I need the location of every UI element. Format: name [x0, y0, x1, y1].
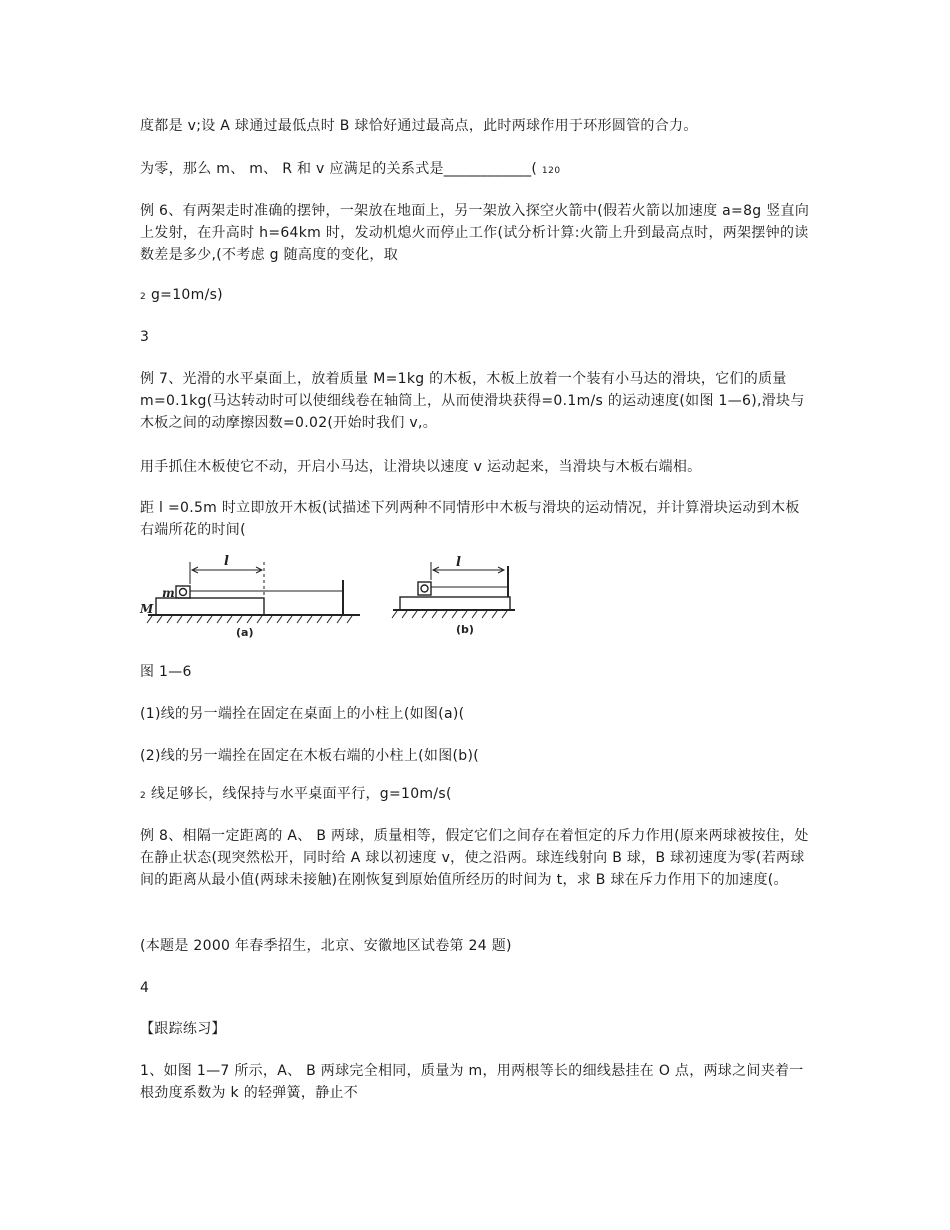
line2-text: 为零，那么 m、 m、 R 和 v 应满足的关系式是____________( — [140, 161, 538, 177]
page-number-4: 4 — [140, 980, 150, 996]
g-superscript: 2 — [140, 292, 147, 302]
label-b: (b) — [456, 623, 474, 636]
example-7: 例 7、光滑的水平桌面上，放着质量 M=1kg 的木板，木板上放着一个装有小马达的滑块，它们的质量 m=0.1kg(马达转动时可以使细线卷在轴筒上，从而使滑块获得=0.1m/s 的运动速度(如图 1—6),滑块与木板之间的动摩擦因数=0.02(开始时我们 v,。 — [140, 371, 805, 431]
page-number-3: 3 — [140, 329, 150, 345]
board-a — [156, 598, 264, 615]
cond3-text: 线足够长，线保持与水平桌面平行，g=10m/s( — [151, 786, 452, 802]
condition-1: (1)线的另一端拴在固定在桌面上的小柱上(如图(a)( — [140, 706, 465, 722]
example-7-p2: 用手抓住木板使它不动，开启小马达，让滑块以速度 v 运动起来，当滑块与木板右端相。 — [140, 459, 702, 475]
label-l-a: l — [224, 554, 229, 569]
example-8: 例 8、相隔一定距离的 A、 B 两球，质量相等，假定它们之间存在着恒定的斥力作用(原来两球被按住，处在静止状态(现突然松开，同时给 A 球以初速度 v，使之沿两。球连线射向 B 球，B 球初速度为零(若两球间的距离从最小值(两球未接触)在刚恢复到原始值所经历的时间为 t，求 B 球在斥力作用下的加速度(。 — [140, 828, 809, 888]
condition-2: (2)线的另一端拴在固定在木板右端的小柱上(如图(b)( — [140, 748, 479, 764]
label-M: M — [140, 602, 154, 616]
label-a: (a) — [236, 626, 254, 639]
line2-note: 120 — [541, 166, 561, 176]
figure-drawing — [138, 550, 518, 644]
figure-b — [392, 562, 515, 618]
slider-a — [176, 586, 190, 598]
g-value: g=10m/s) — [151, 287, 223, 303]
paragraph-line2 — [140, 158, 812, 182]
example-6: 例 6、有两架走时准确的摆钟，一架放在地面上，另一架放入探空火箭中(假若火箭以加速度 a=8g 竖直向上发射，在升高时 h=64km 时，发动机熄火而停止工作(试分析计算:火箭上升到最高点时，两架摆钟的读数差是多少,(不考虑 g 随高度的变化，取 — [140, 203, 810, 263]
question-1: 1、如图 1—7 所示，A、 B 两球完全相同，质量为 m，用两根等长的细线悬挂在 O 点，两球之间夹着一根劲度系数为 k 的轻弹簧，静止不 — [140, 1063, 804, 1101]
label-l-b: l — [456, 555, 461, 570]
label-m: m — [162, 586, 175, 600]
figure-a — [147, 562, 360, 623]
board-b — [400, 597, 510, 610]
section-title: 【跟踪练习】 — [140, 1021, 226, 1037]
example-7-p3: 距 l =0.5m 时立即放开木板(试描述下列两种不同情形中木板与滑块的运动情况，并计算滑块运动到木板右端所花的时间( — [140, 500, 800, 538]
cond3-superscript: 2 — [140, 791, 147, 801]
example-8-source: (本题是 2000 年春季招生，北京、安徽地区试卷第 24 题) — [140, 938, 512, 954]
condition-3 — [140, 783, 812, 807]
paragraph-line1: 度都是 v;设 A 球通过最低点时 B 球恰好通过最高点，此时两球作用于环形圆管的合力。 — [140, 118, 698, 134]
slider-b — [418, 582, 431, 595]
figure-caption: 图 1—6 — [140, 664, 192, 680]
figure-1-6 — [138, 550, 518, 644]
example-6-g-value — [140, 284, 812, 308]
